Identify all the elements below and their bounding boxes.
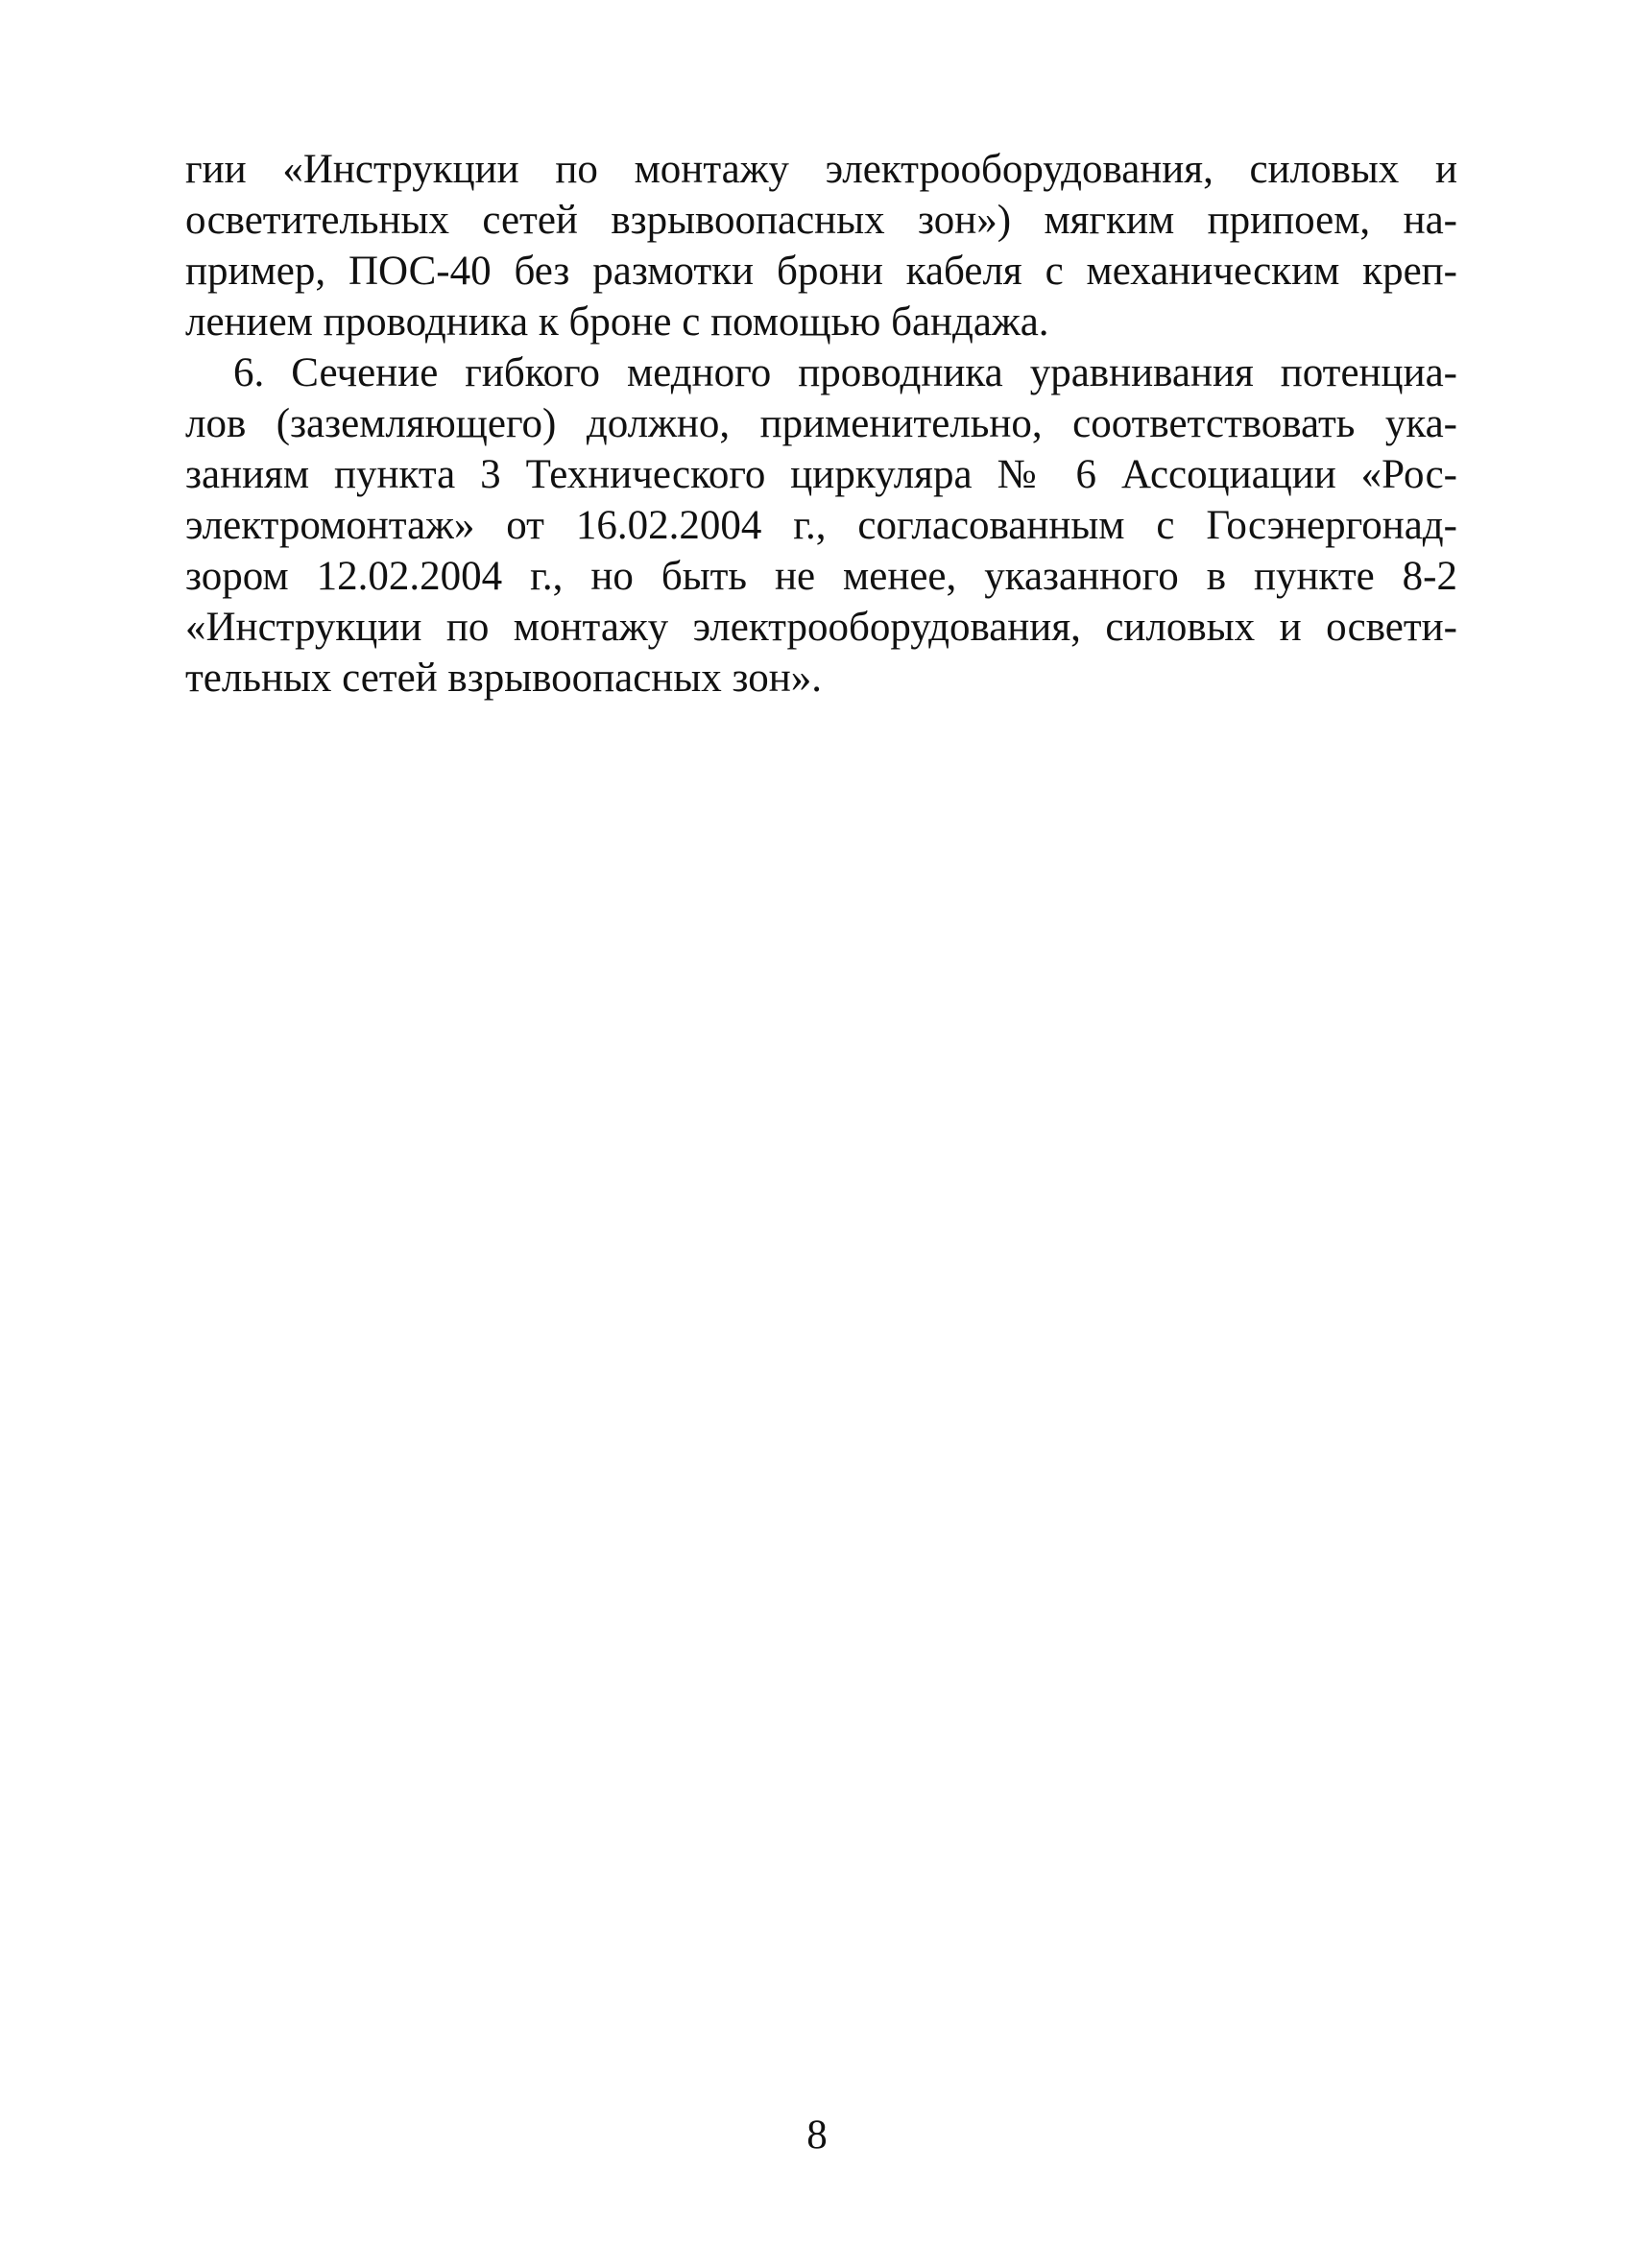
text-line: «Инструкции по монтажу электрооборудования, силовых и освети-	[185, 605, 1457, 650]
text-line: электромонтаж» от 16.02.2004 г., согласованным с Госэнергонад-	[185, 503, 1457, 548]
paragraph-continuation	[185, 144, 1457, 347]
paragraph-item-6	[185, 347, 1457, 704]
page-number: 8	[806, 2113, 828, 2158]
text-line: осветительных сетей взрывоопасных зон») мягким припоем, на-	[185, 198, 1457, 243]
text-line: лов (заземляющего) должно, применительно, соответствовать ука-	[185, 401, 1457, 446]
text-line: гии «Инструкции по монтажу электрооборудования, силовых и	[185, 147, 1457, 192]
text-line: лением проводника к броне с помощью бандажа.	[185, 299, 1049, 345]
text-line: пример, ПОС-40 без размотки брони кабеля с механическим креп-	[185, 249, 1457, 294]
text-line: заниям пункта 3 Технического циркуляра № 6 Ассоциации «Рос-	[185, 452, 1457, 497]
text-line: тельных сетей взрывоопасных зон».	[185, 656, 822, 701]
text-line: 6. Сечение гибкого медного проводника уравнивания потенциа-	[233, 350, 1457, 395]
text-line: зором 12.02.2004 г., но быть не менее, указанного в пункте 8-2	[185, 554, 1457, 599]
body-text	[185, 144, 1457, 704]
